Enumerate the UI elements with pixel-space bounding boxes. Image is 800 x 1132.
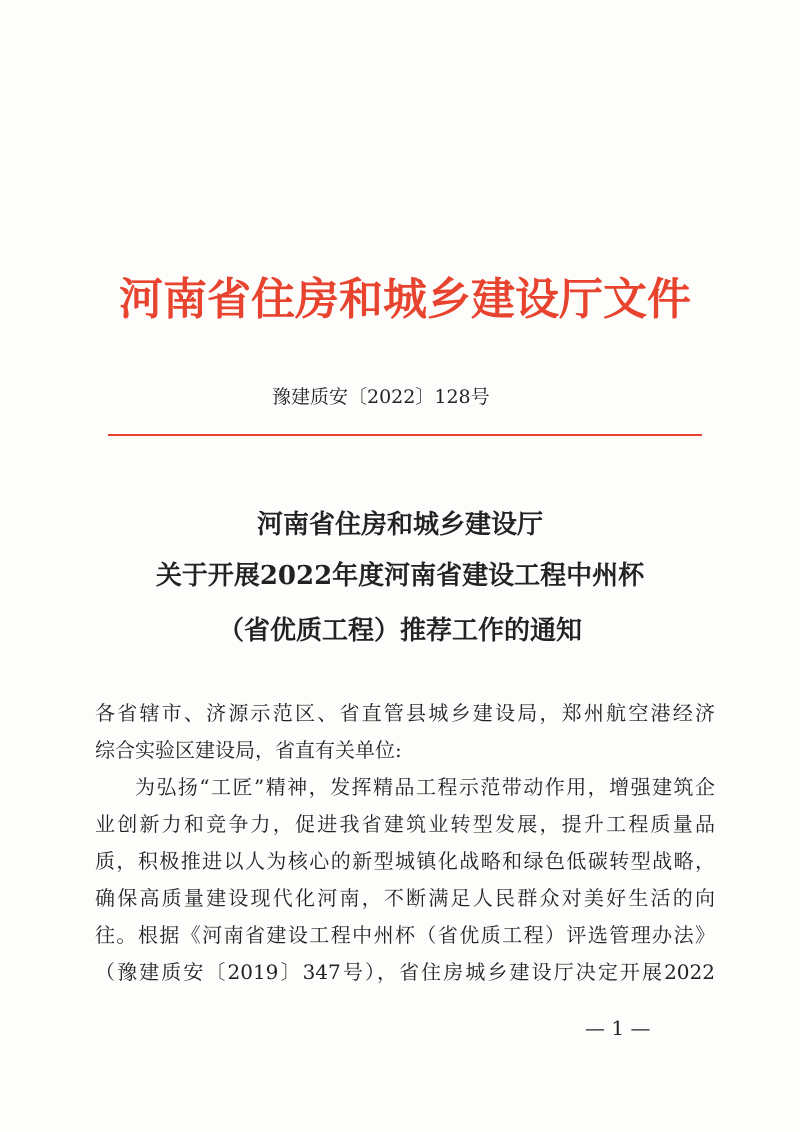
page-number: — 1 — bbox=[585, 1016, 651, 1040]
red-divider-line bbox=[108, 434, 702, 436]
body-line: 往。根据《河南省建设工程中州杯（省优质工程）评选管理办法》 bbox=[95, 923, 715, 947]
document-header-title: 河南省住房和城乡建设厅文件 bbox=[119, 274, 691, 325]
notice-title-line-3: （省优质工程）推荐工作的通知 bbox=[217, 616, 582, 646]
body-line: 质，积极推进以人为核心的新型城镇化战略和绿色低碳转型战略， bbox=[95, 849, 715, 873]
body-line: 综合实验区建设局，省直有关单位: bbox=[95, 738, 402, 762]
body-text bbox=[95, 695, 715, 991]
body-line: 业创新力和竞争力，促进我省建筑业转型发展，提升工程质量品 bbox=[95, 812, 715, 836]
body-line: 为弘扬“工匠”精神，发挥精品工程示范带动作用，增强建筑企 bbox=[135, 775, 715, 799]
notice-title-line-1: 河南省住房和城乡建设厅 bbox=[256, 510, 543, 540]
document-number: 豫建质安〔2022〕128号 bbox=[272, 386, 490, 408]
body-line: 各省辖市、济源示范区、省直管县城乡建设局，郑州航空港经济 bbox=[95, 701, 715, 725]
body-line: （豫建质安〔2019〕347号），省住房城乡建设厅决定开展2022 bbox=[95, 960, 715, 984]
notice-title-line-2: 关于开展2022年度河南省建设工程中州杯 bbox=[155, 561, 645, 591]
body-line: 确保高质量建设现代化河南，不断满足人民群众对美好生活的向 bbox=[95, 886, 715, 910]
